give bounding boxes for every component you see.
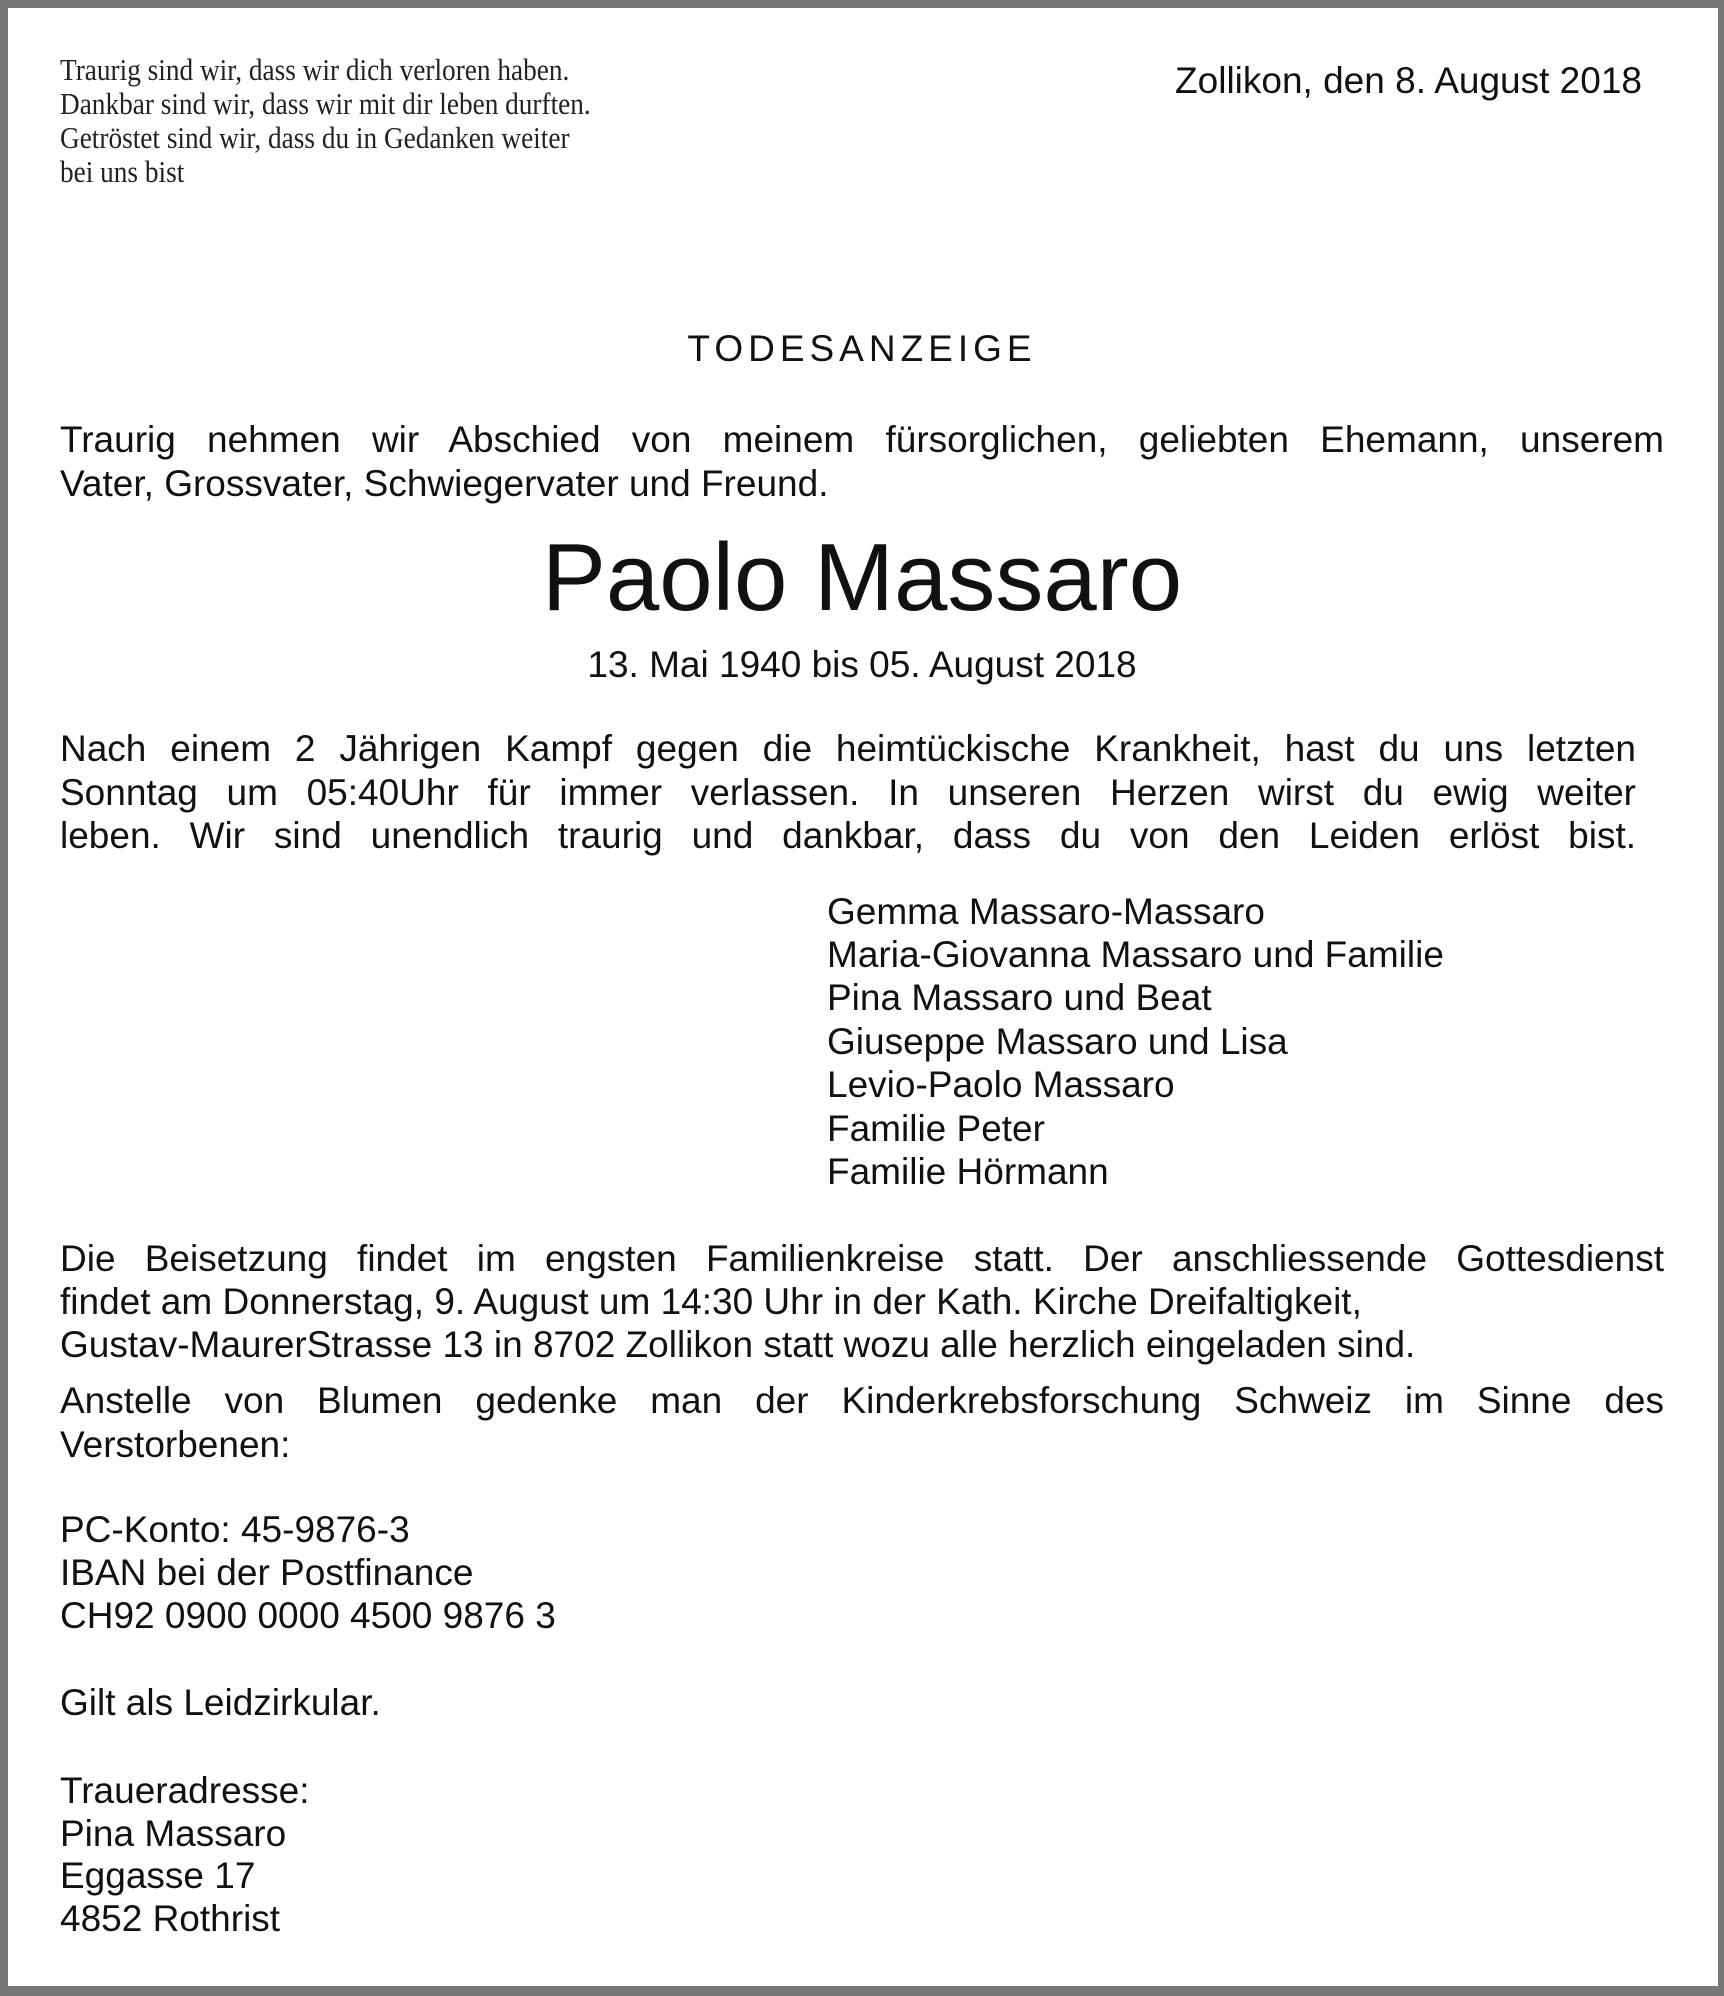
poem-line: Dankbar sind wir, dass wir mit dir leben durften.	[60, 86, 591, 121]
mourner: Maria-Giovanna Massaro und Familie	[827, 934, 1444, 975]
address-line: Traueradresse:	[60, 1770, 310, 1811]
mourner: Levio-Paolo Massaro	[827, 1064, 1175, 1105]
account-line: PC-Konto: 45-9876-3	[60, 1509, 410, 1550]
circular-note: Gilt als Leidzirkular.	[60, 1682, 381, 1723]
mourner: Familie Hörmann	[827, 1151, 1109, 1192]
poem-line: bei uns bist	[60, 154, 185, 189]
poem-line: Traurig sind wir, dass wir dich verloren haben.	[60, 52, 570, 87]
life-dates: 13. Mai 1940 bis 05. August 2018	[587, 644, 1137, 685]
donation-line: Verstorbenen:	[60, 1424, 291, 1465]
message-line: Sonntag um 05:40Uhr für immer verlassen. In unseren Herzen wirst du ewig weiter	[60, 772, 1636, 813]
poem-line: Getröstet sind wir, dass du in Gedanken weiter	[60, 120, 570, 155]
mourner: Pina Massaro und Beat	[827, 977, 1212, 1018]
mourner: Giuseppe Massaro und Lisa	[827, 1021, 1288, 1062]
address-line: 4852 Rothrist	[60, 1898, 281, 1939]
address-line: Pina Massaro	[60, 1813, 287, 1854]
place-date: Zollikon, den 8. August 2018	[1175, 60, 1642, 101]
address-line: Eggasse 17	[60, 1855, 256, 1896]
funeral-line: findet am Donnerstag, 9. August um 14:30 Uhr in der Kath. Kirche Dreifaltigkeit,	[60, 1281, 1362, 1322]
account-line: IBAN bei der Postfinance	[60, 1552, 474, 1593]
heading: TODESANZEIGE	[687, 328, 1037, 369]
message-line: Nach einem 2 Jährigen Kampf gegen die heimtückische Krankheit, hast du uns letzten	[60, 728, 1636, 769]
intro-line: Vater, Grossvater, Schwiegervater und Freund.	[60, 463, 829, 504]
mourner: Familie Peter	[827, 1108, 1045, 1149]
deceased-name: Paolo Massaro	[541, 524, 1183, 631]
mourner: Gemma Massaro-Massaro	[827, 891, 1265, 932]
funeral-line: Die Beisetzung findet im engsten Familienkreise statt. Der anschliessende Gottesdienst	[60, 1238, 1664, 1279]
funeral-line: Gustav-MaurerStrasse 13 in 8702 Zollikon statt wozu alle herzlich eingeladen sind.	[60, 1324, 1416, 1365]
message-line: leben. Wir sind unendlich traurig und dankbar, dass du von den Leiden erlöst bist.	[60, 815, 1636, 856]
account-line: CH92 0900 0000 4500 9876 3	[60, 1595, 556, 1636]
intro-line: Traurig nehmen wir Abschied von meinem fürsorglichen, geliebten Ehemann, unserem	[60, 419, 1664, 460]
donation-line: Anstelle von Blumen gedenke man der Kinderkrebsforschung Schweiz im Sinne des	[60, 1380, 1664, 1421]
